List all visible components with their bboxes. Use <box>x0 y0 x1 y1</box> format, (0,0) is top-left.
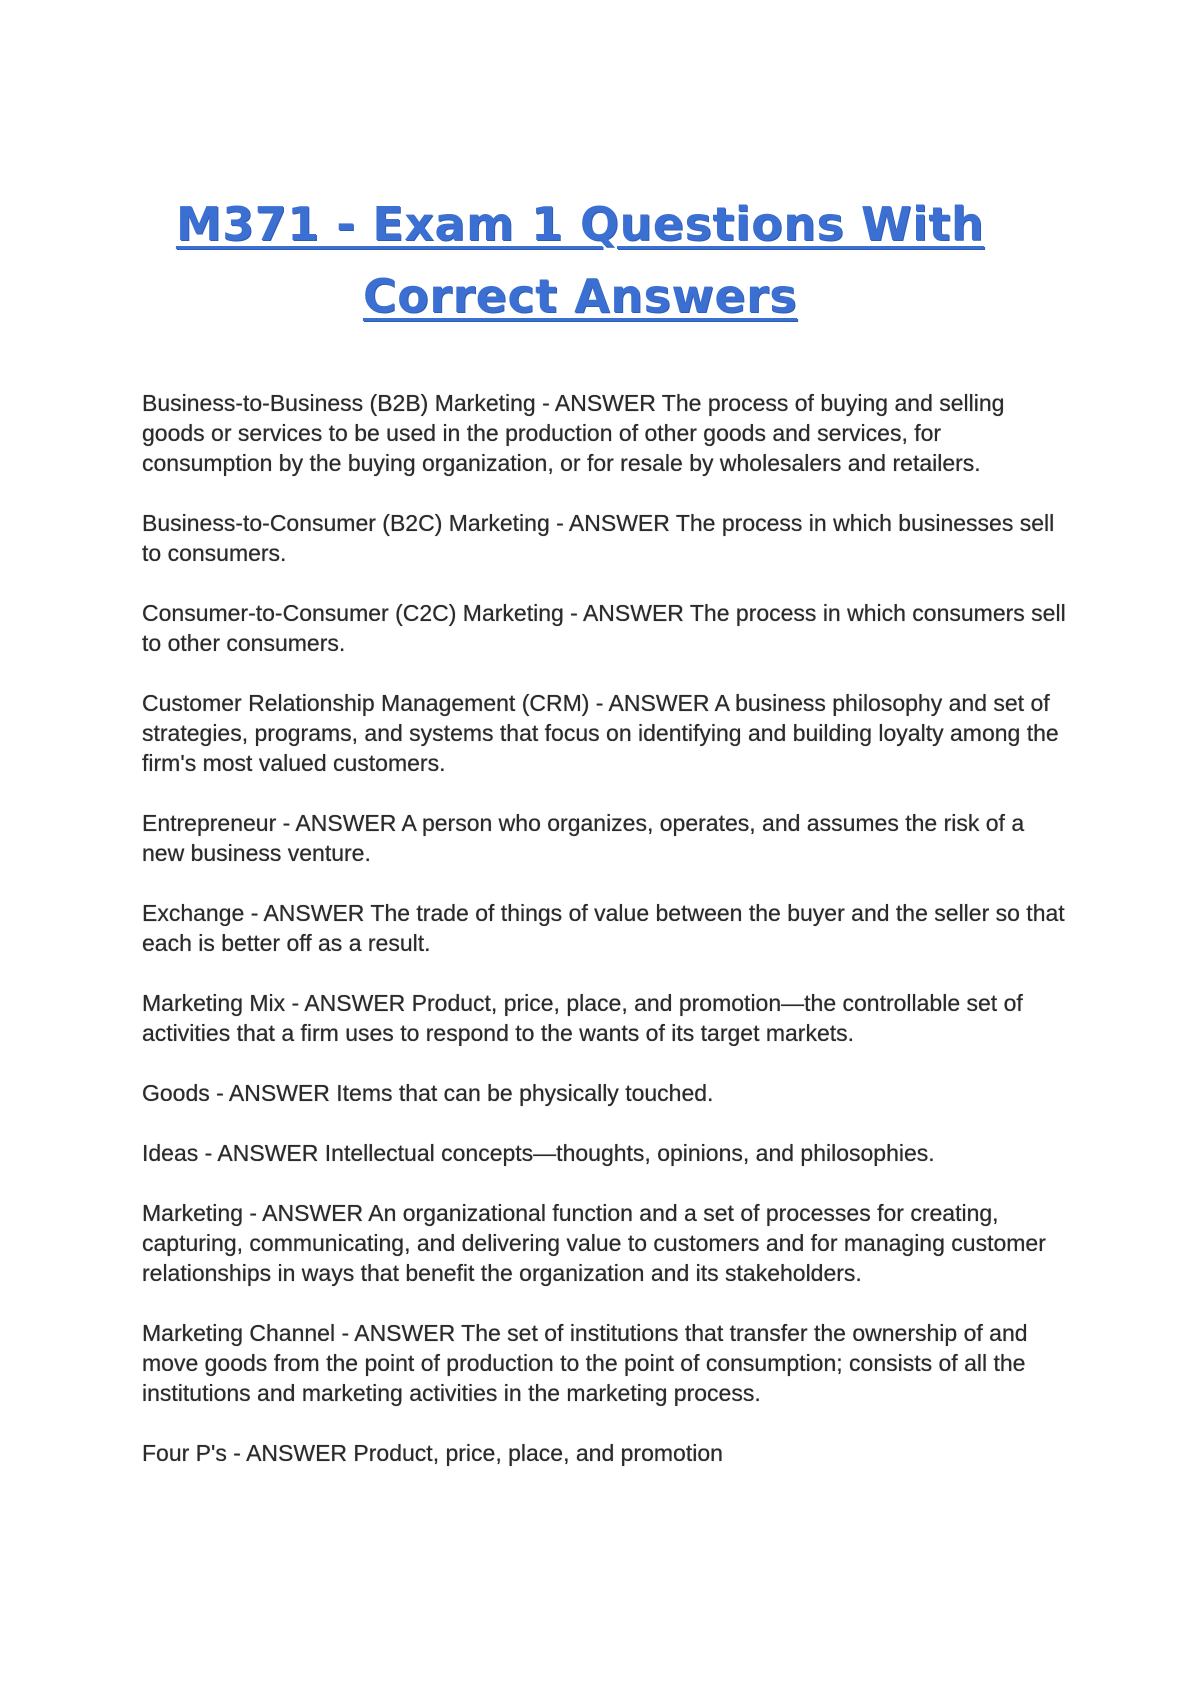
title-line-1: M371 - Exam 1 Questions With <box>175 197 985 251</box>
definition-marketing-channel: Marketing Channel - ANSWER The set of institutions that transfer the ownership of and move goods from the point of production to the point of consumption; consists of all the institutions and marketing activities in the marketing process. <box>142 1320 1028 1406</box>
definition-marketing-mix: Marketing Mix - ANSWER Product, price, place, and promotion—the controllable set of activities that a firm uses to respond to the wants of its target markets. <box>142 990 1023 1046</box>
definition-goods: Goods - ANSWER Items that can be physically touched. <box>142 1080 714 1106</box>
definition-entrepreneur: Entrepreneur - ANSWER A person who organizes, operates, and assumes the risk of a new business venture. <box>142 810 1025 866</box>
definition-exchange: Exchange - ANSWER The trade of things of value between the buyer and the seller so that each is better off as a result. <box>142 900 1065 956</box>
definition-list <box>142 388 1072 1498</box>
definition-ideas: Ideas - ANSWER Intellectual concepts—thoughts, opinions, and philosophies. <box>142 1140 935 1166</box>
definition-marketing: Marketing - ANSWER An organizational function and a set of processes for creating, capturing, communicating, and delivering value to customers and for managing customer relationships in ways that benefit the organization and its stakeholders. <box>142 1200 1046 1286</box>
definition-b2b-marketing: Business-to-Business (B2B) Marketing - ANSWER The process of buying and selling goods or services to be used in the production of other goods and services, for consumption by the buying organization, or for resale by wholesalers and retailers. <box>142 390 1005 476</box>
definition-crm: Customer Relationship Management (CRM) - ANSWER A business philosophy and set of strategies, programs, and systems that focus on identifying and building loyalty among the firm's most valued customers. <box>142 690 1059 776</box>
definition-c2c-marketing: Consumer-to-Consumer (C2C) Marketing - ANSWER The process in which consumers sell to other consumers. <box>142 600 1066 656</box>
definition-four-ps: Four P's - ANSWER Product, price, place, and promotion <box>142 1440 723 1466</box>
title-line-2: Correct Answers <box>362 269 798 323</box>
definition-b2c-marketing: Business-to-Consumer (B2C) Marketing - ANSWER The process in which businesses sell to consumers. <box>142 510 1055 566</box>
page-title <box>150 188 1010 332</box>
